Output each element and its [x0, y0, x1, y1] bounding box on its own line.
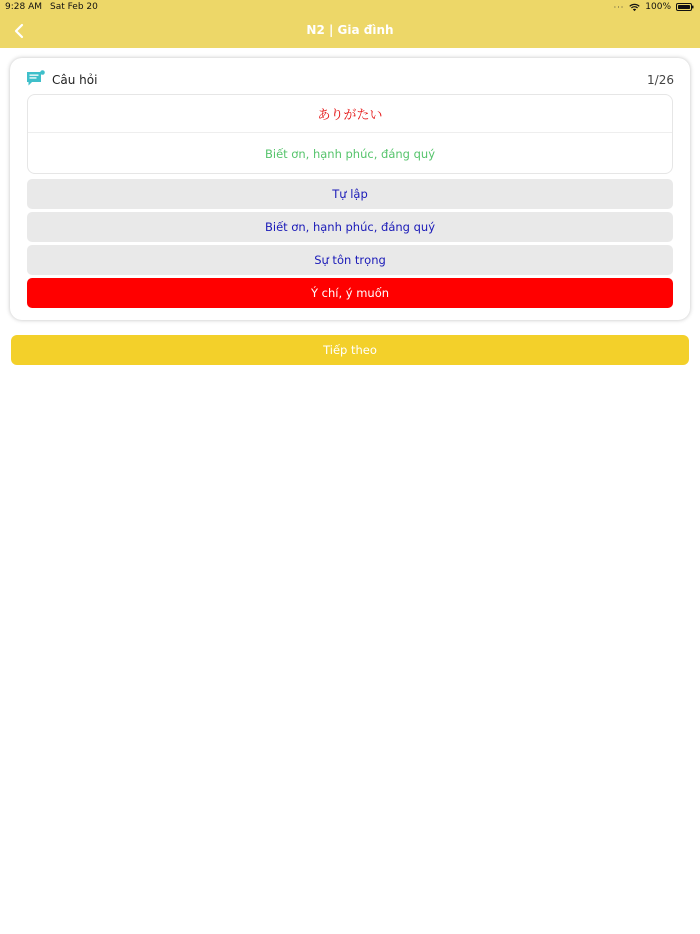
wifi-icon — [629, 3, 640, 12]
battery-percent: 100% — [645, 2, 671, 12]
nav-bar — [0, 14, 700, 48]
app-header — [0, 0, 700, 48]
answer-option-4-wrong[interactable]: Ý chí, ý muốn — [27, 278, 673, 308]
battery-icon — [676, 3, 694, 11]
quiz-card — [10, 58, 690, 320]
question-word: ありがたい — [28, 95, 672, 133]
multitasking-dots-icon: ··· — [613, 2, 625, 12]
status-bar — [0, 0, 700, 14]
question-counter: 1/26 — [647, 73, 674, 87]
page-title: N2 | Gia đình — [306, 23, 394, 37]
answer-option-3[interactable]: Sự tôn trọng — [27, 245, 673, 275]
card-label: Câu hỏi — [52, 73, 98, 87]
chat-bubble-icon — [26, 70, 46, 88]
question-box — [27, 94, 673, 174]
status-time: 9:28 AM — [5, 2, 42, 12]
status-date: Sat Feb 20 — [50, 2, 98, 12]
next-button[interactable]: Tiếp theo — [11, 335, 689, 365]
answer-option-1[interactable]: Tự lập — [27, 179, 673, 209]
card-header — [26, 70, 674, 90]
question-meaning: Biết ơn, hạnh phúc, đáng quý — [264, 147, 436, 161]
answer-option-2[interactable]: Biết ơn, hạnh phúc, đáng quý — [27, 212, 673, 242]
